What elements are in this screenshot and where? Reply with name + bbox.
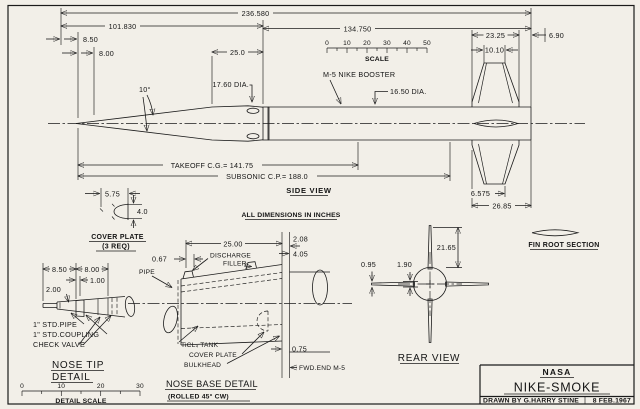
tip-dim-4: 2.00 bbox=[46, 285, 61, 294]
cover-plate-subtitle: (3 REQ) bbox=[102, 243, 130, 251]
scale-label: SCALE bbox=[364, 56, 390, 63]
dim-tip-2: 8.00 bbox=[99, 49, 114, 58]
scale-tick-40: 40 bbox=[403, 40, 411, 47]
base-label-bulkhead: BULKHEAD bbox=[184, 362, 222, 369]
dim-fin-root: 26.85 bbox=[492, 201, 512, 211]
scale-tick-0: 0 bbox=[325, 40, 329, 47]
subsonic-cp-label: SUBSONIC C.P.= 188.0 bbox=[226, 172, 308, 181]
title-block-org: NASA bbox=[542, 367, 572, 377]
rear-view-title: REAR VIEW bbox=[397, 353, 461, 364]
dim-aft: 6.90 bbox=[549, 31, 564, 40]
base-dim-b: 2.08 bbox=[293, 234, 308, 244]
cover-dim-h: 4.0 bbox=[137, 207, 148, 216]
base-label-filler: FILLER bbox=[223, 260, 247, 268]
rear-dim-tip: 0.95 bbox=[361, 260, 376, 269]
tip-label-valve: CHECK VALVE bbox=[33, 340, 86, 349]
dim-fin-tip-chord: 6.575 bbox=[470, 189, 491, 198]
base-dim-a: 0.67 bbox=[152, 254, 167, 264]
tip-dim-3: 1.00 bbox=[90, 275, 105, 285]
dimensions-note: ALL DIMENSIONS IN INCHES bbox=[241, 212, 341, 219]
tip-label-pipe: 1" STD.PIPE bbox=[33, 320, 78, 329]
nose-base-subtitle: (ROLLED 45° CW) bbox=[168, 393, 229, 401]
detail-scale-tick-0: 0 bbox=[20, 383, 24, 390]
detail-scale-tick-10: 10 bbox=[57, 383, 66, 390]
cover-plate-title: COVER PLATE bbox=[91, 234, 144, 241]
cover-dim-w: 5.75 bbox=[105, 189, 120, 199]
dim-booster-length: 134.750 bbox=[343, 24, 372, 34]
rear-dim-span: 21.65 bbox=[436, 243, 456, 252]
scale-tick-30: 30 bbox=[383, 40, 391, 47]
scale-tick-50: 50 bbox=[423, 40, 431, 47]
dim-payload-dia: 17.60 DIA. bbox=[212, 80, 249, 89]
takeoff-cg-label: TAKEOFF C.G.= 141.75 bbox=[170, 161, 254, 170]
nose-tip-title-2: DETAIL bbox=[52, 372, 91, 383]
tip-dim-1: 8.50 bbox=[52, 264, 67, 274]
scale-tick-20: 20 bbox=[363, 40, 371, 47]
nose-base-title: NOSE BASE DETAIL bbox=[166, 379, 258, 389]
base-label-cover: COVER PLATE bbox=[189, 352, 237, 359]
dim-fin-chord: 23.25 bbox=[485, 31, 506, 40]
base-label-pipe: PIPE bbox=[139, 269, 155, 276]
nose-tip-title-1: NOSE TIP bbox=[52, 360, 105, 371]
scale-tick-10: 10 bbox=[343, 40, 351, 47]
tip-dim-2: 8.00 bbox=[84, 264, 100, 274]
title-block-credit: DRAWN BY G.HARRY STINE bbox=[483, 397, 580, 405]
detail-scale-tick-30: 30 bbox=[136, 383, 144, 390]
side-view-title: SIDE VIEW bbox=[286, 186, 332, 195]
title-block-date: 8 FEB.1967 bbox=[592, 397, 631, 405]
detail-scale-tick-20: 20 bbox=[96, 383, 105, 390]
base-dim-d: 0.75 bbox=[292, 344, 307, 354]
base-dim-length: 25.00 bbox=[223, 239, 243, 249]
detail-scale-label: DETAIL SCALE bbox=[55, 398, 107, 405]
base-label-tank: TiCL₄ TANK bbox=[181, 342, 219, 349]
booster-label: M-5 NIKE BOOSTER bbox=[323, 70, 396, 79]
title-block-name: NIKE-SMOKE bbox=[513, 380, 601, 395]
dim-booster-dia: 16.50 DIA. bbox=[390, 87, 427, 96]
cone-angle: 10° bbox=[139, 85, 151, 94]
base-label-discharge: DISCHARGE bbox=[210, 252, 252, 260]
tip-label-coupling: 1" STD.COUPLING bbox=[33, 330, 100, 339]
dim-cylinder: 25.0 bbox=[230, 48, 245, 57]
fin-root-title: FIN ROOT SECTION bbox=[528, 242, 600, 249]
dim-overall: 236.580 bbox=[241, 9, 270, 18]
base-label-fwd: FWD.END M-5 bbox=[299, 365, 346, 372]
base-dim-c: 4.05 bbox=[293, 249, 308, 259]
dim-fin-tip: 10.10 bbox=[484, 45, 505, 55]
dim-nose-length: 101.830 bbox=[108, 22, 137, 31]
dim-tip-1: 8.50 bbox=[83, 35, 98, 44]
rear-dim-root: 1.90 bbox=[397, 260, 412, 269]
